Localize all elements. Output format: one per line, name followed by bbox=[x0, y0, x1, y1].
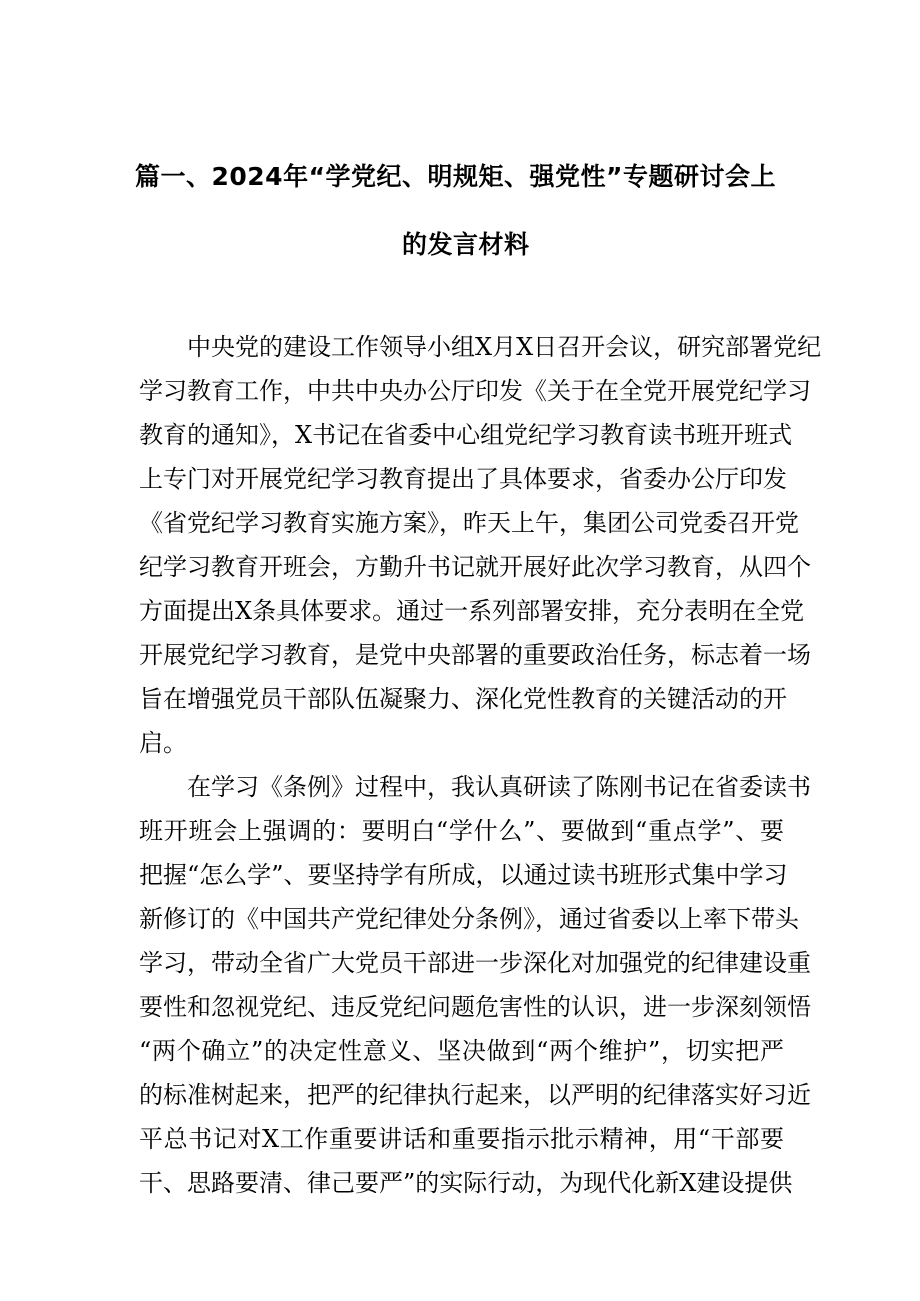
document-title-line-2: 的发言材料 bbox=[402, 230, 530, 259]
paragraph-2-line: 学习，带动全省广大党员干部进一步深化对加强党的纪律建设重 bbox=[139, 949, 811, 977]
paragraph-1-line: 方面提出X条具体要求。通过一系列部署安排，充分表明在全党 bbox=[139, 597, 805, 625]
paragraph-2-line: “两个确立”的决定性意义、坚决做到“两个维护”，切实把严 bbox=[139, 1037, 784, 1065]
paragraph-2-line: 要性和忽视党纪、违反党纪问题危害性的认识，进一步深刻领悟 bbox=[139, 993, 811, 1021]
paragraph-1-line: 教育的通知》，X书记在省委中心组党纪学习教育读书班开班式 bbox=[139, 421, 793, 449]
paragraph-2-line: 新修订的《中国共产党纪律处分条例》，通过省委以上率下带头 bbox=[139, 905, 799, 933]
paragraph-2-line: 平总书记对X工作重要讲话和重要指示批示精神，用“干部要 bbox=[139, 1125, 784, 1153]
document-title-line-1: 篇一、2024年“学党纪、明规矩、强党性”专题研讨会上 bbox=[135, 162, 776, 191]
paragraph-1-line: 学习教育工作，中共中央办公厅印发《关于在全党开展党纪学习 bbox=[139, 377, 811, 405]
paragraph-1-line: 启。 bbox=[139, 729, 187, 757]
paragraph-2-line: 在学习《条例》过程中，我认真研读了陈刚书记在省委读书 bbox=[187, 773, 811, 801]
paragraph-2-line: 把握“怎么学”、要坚持学有所成，以通过读书班形式集中学习 bbox=[139, 861, 788, 889]
paragraph-2-line: 班开班会上强调的：要明白“学什么”、要做到“重点学”、要 bbox=[139, 817, 784, 845]
paragraph-1-line: 《省党纪学习教育实施方案》，昨天上午，集团公司党委召开党 bbox=[139, 509, 799, 537]
paragraph-1-line: 纪学习教育开班会，方勤升书记就开展好此次学习教育，从四个 bbox=[139, 553, 811, 581]
paragraph-1-line: 开展党纪学习教育，是党中央部署的重要政治任务，标志着一场 bbox=[139, 641, 811, 669]
paragraph-1-line: 上专门对开展党纪学习教育提出了具体要求，省委办公厅印发 bbox=[139, 465, 787, 493]
paragraph-1-line: 旨在增强党员干部队伍凝聚力、深化党性教育的关键活动的开 bbox=[139, 685, 787, 713]
paragraph-2-line: 干、思路要清、律己要严”的实际行动，为现代化新X建设提供 bbox=[139, 1169, 793, 1197]
paragraph-1-line: 中央党的建设工作领导小组X月X日召开会议，研究部署党纪 bbox=[187, 333, 822, 361]
paragraph-2-line: 的标准树起来，把严的纪律执行起来，以严明的纪律落实好习近 bbox=[139, 1081, 811, 1109]
